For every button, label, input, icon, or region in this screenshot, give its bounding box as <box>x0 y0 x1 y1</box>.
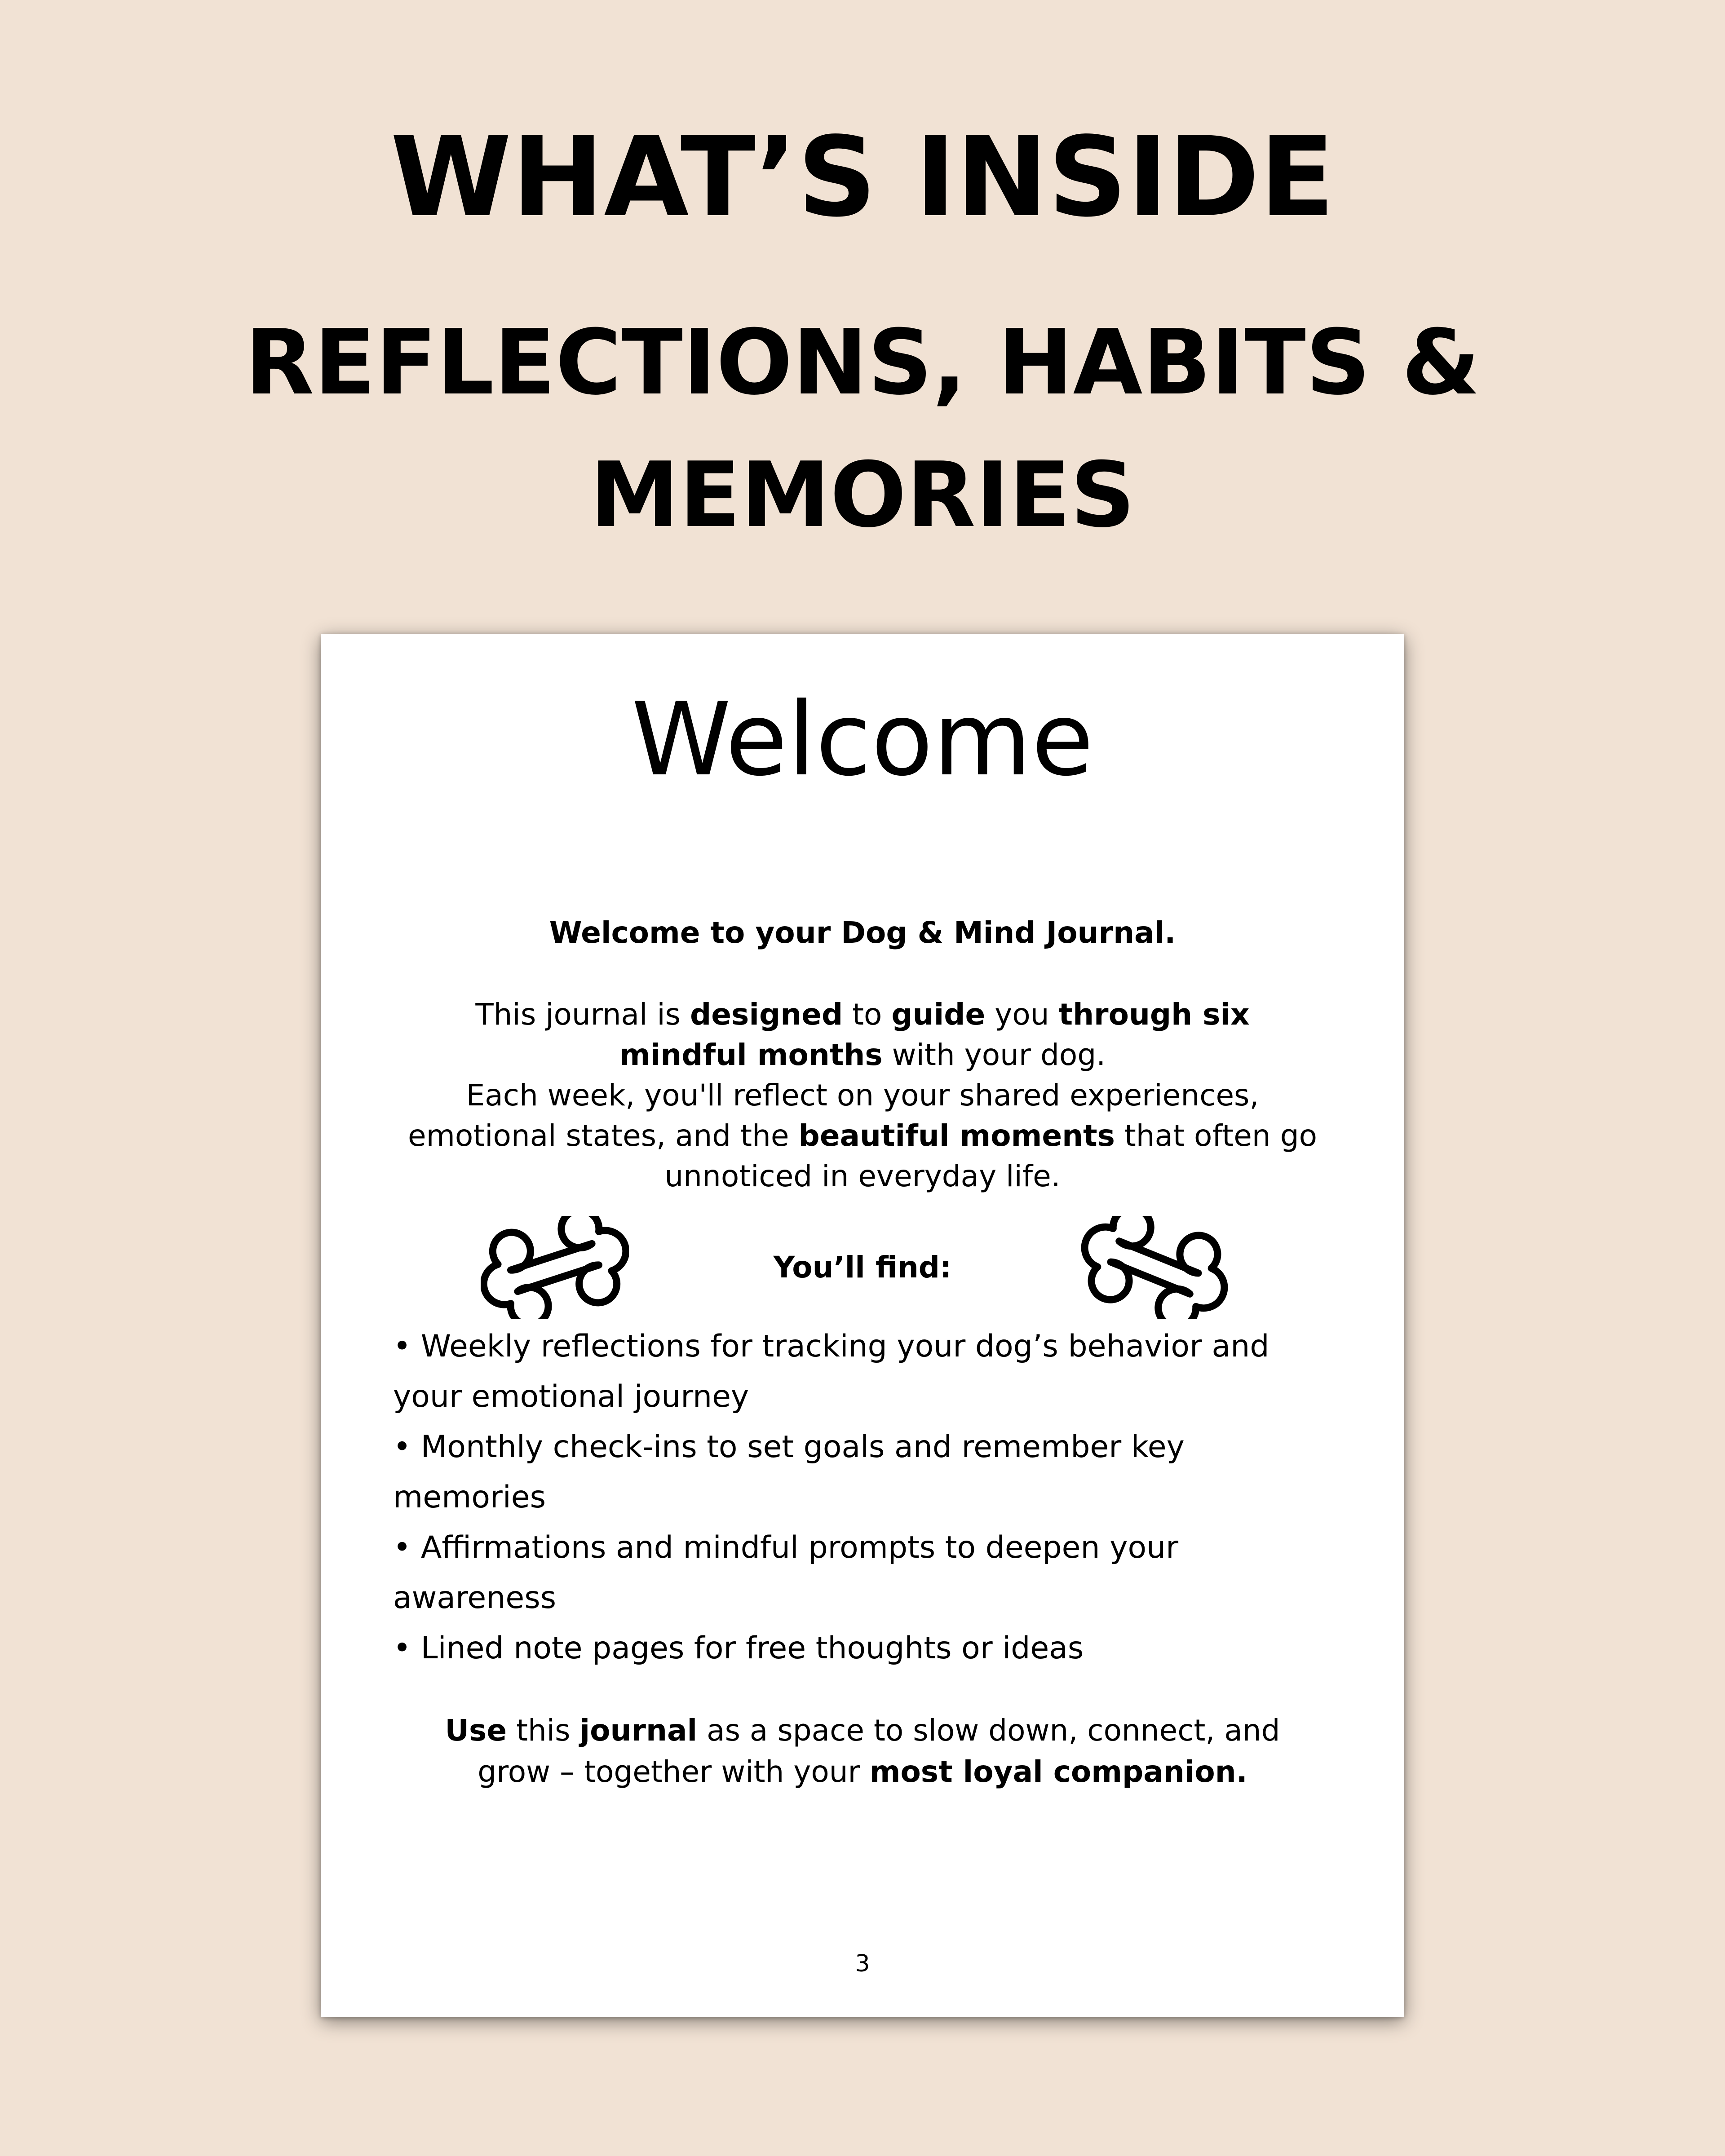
subheadline-line-2: MEMORIES <box>590 443 1135 548</box>
intro-text: you <box>985 997 1059 1032</box>
subheadline-line-1: REFLECTIONS, HABITS & <box>245 310 1480 415</box>
intro-body <box>321 994 1404 1197</box>
list-item: • Weekly reflections for tracking your dog’s behavior and your emotional journey <box>393 1329 1269 1414</box>
intro-bold: guide <box>891 997 986 1032</box>
intro-text: to <box>843 997 892 1032</box>
intro-paragraph-1 <box>321 994 1404 1075</box>
intro-text: This journal is <box>475 997 690 1032</box>
intro-text: with your dog. <box>882 1038 1106 1072</box>
page-headline: WHAT’S INSIDE <box>390 113 1335 241</box>
list-item: • Monthly check-ins to set goals and remember key memories <box>393 1429 1185 1515</box>
find-label: You’ll find: <box>773 1250 952 1285</box>
page-number: 3 <box>855 1950 870 1977</box>
outro-bold: journal <box>579 1713 698 1748</box>
intro-bold: through six mindful months <box>619 997 1250 1072</box>
list-item: • Lined note pages for free thoughts or ideas <box>393 1630 1084 1666</box>
outro-bold: most loyal companion. <box>869 1754 1247 1789</box>
journal-page-preview <box>321 634 1404 2017</box>
intro-text: Each week, you'll reflect on your shared experiences, emotional states, and the <box>408 1078 1259 1153</box>
intro-section <box>321 913 1404 1197</box>
page-subheadline <box>0 296 1725 561</box>
welcome-title: Welcome <box>631 681 1094 799</box>
find-row <box>321 1216 1404 1319</box>
intro-bold: beautiful moments <box>798 1118 1115 1153</box>
intro-heading: Welcome to your Dog & Mind Journal. <box>549 915 1176 950</box>
outro-plain: this <box>507 1713 580 1748</box>
list-item: • Affirmations and mindful prompts to deepen your awareness <box>393 1530 1179 1616</box>
intro-paragraph-2 <box>321 1075 1404 1197</box>
dog-bone-icon <box>1080 1216 1229 1319</box>
intro-text: that often go unnoticed in everyday life. <box>664 1118 1317 1193</box>
intro-bold: designed <box>690 997 843 1032</box>
outro-plain: as a space to slow down, connect, and grow – together with your <box>478 1713 1280 1789</box>
outro-text <box>321 1710 1404 1793</box>
outro-bold: Use <box>445 1713 507 1748</box>
feature-list <box>393 1321 1336 1674</box>
